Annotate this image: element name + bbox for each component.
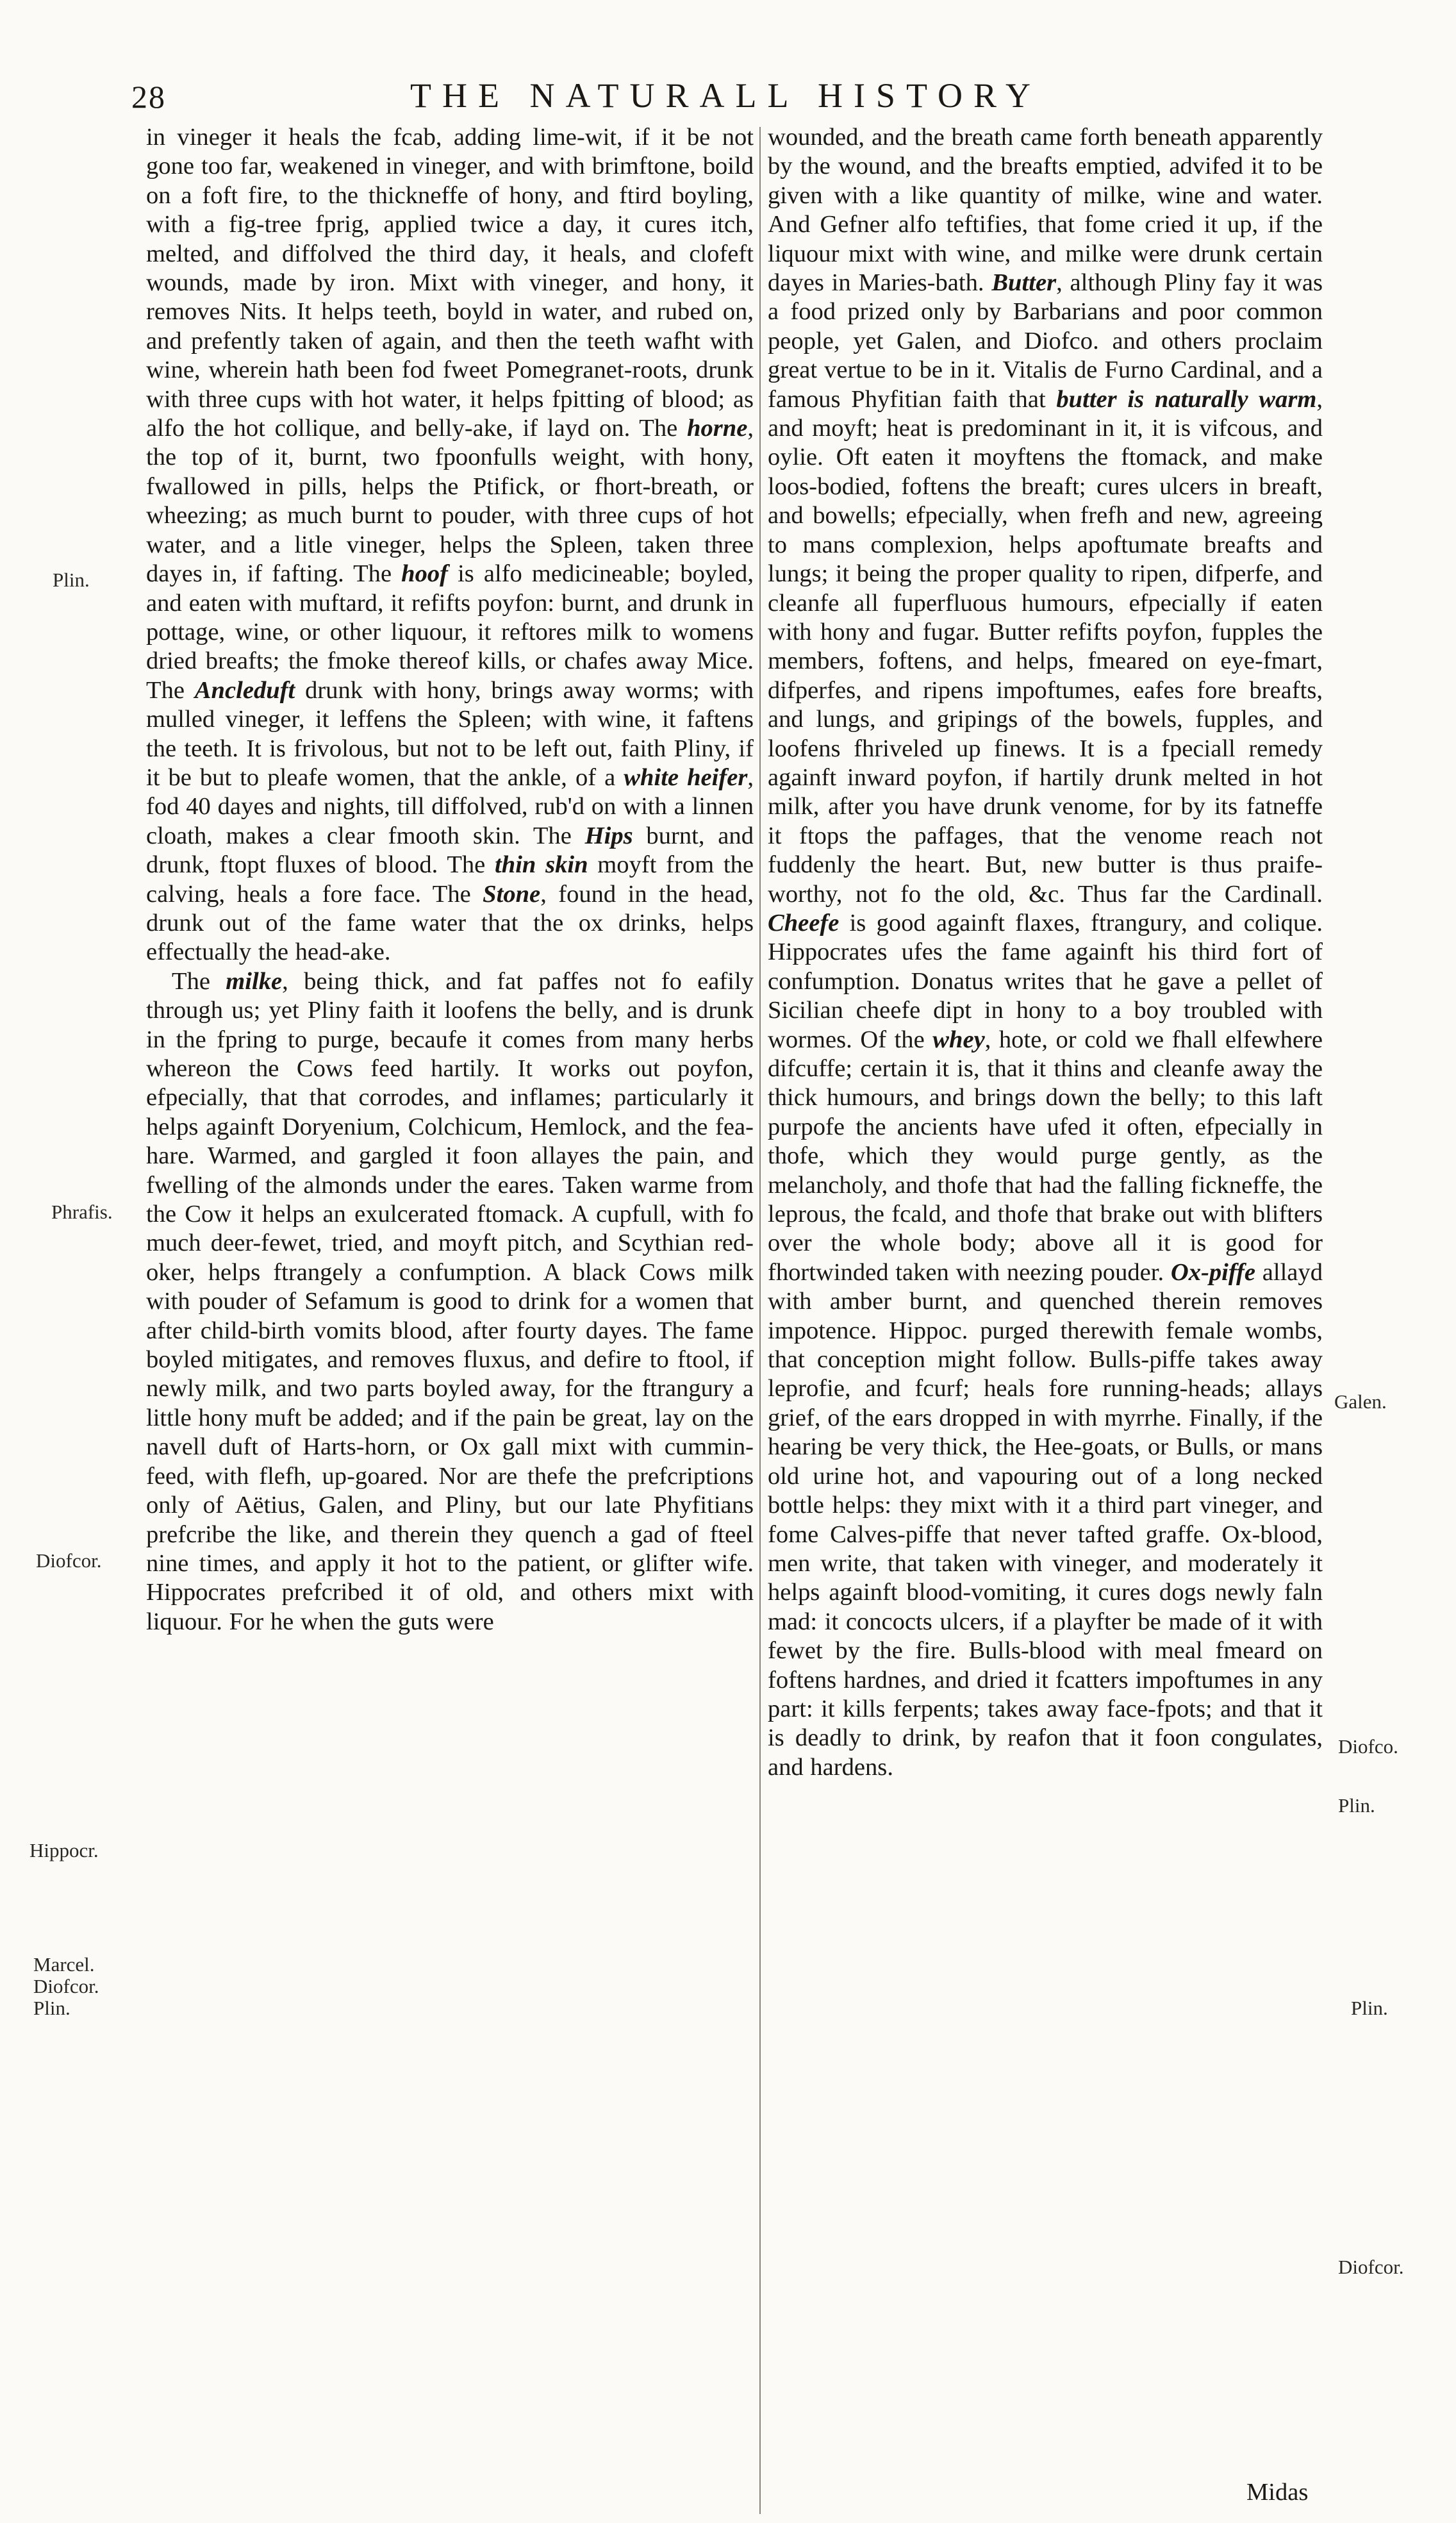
margin-note: Diofcor.	[36, 1549, 102, 1572]
margin-note: Diofco.	[1338, 1735, 1398, 1758]
paragraph: The milke, being thick, and fat paffes not fo eafily through us; yet Pliny faith it loofens the belly, and is drunk in the fpring to purge, becaufe it comes from many herbs whereon the Cows feed hartily. It works out poyfon, efpecially, that that corrodes, and inflames; particularly it helps againft Doryenium, Colchicum, Hemlock, and the fea-hare. Warmed, and gargled it foon allayes the pain, and fwelling of the almonds under the eares. Taken warme from the Cow it helps an exulcerated ftomack. A cupfull, with fo much deer-fewet, tried, and moyft pitch, and Scythian red-oker, helps ftrangely a confumption. A black Cows milk with pouder of Sefamum is good to drink for a women that after child-birth vomits blood, after fourty dayes. The fame boyled mitigates, and removes fluxus, and defire to ftool, if newly milk, and two parts boyled away, for the ftrangury a little hony muft be added; and if the pain be great, lay on the navell duft of Harts-horn, or Ox gall mixt with cummin-feed, with flefh, up-goared. Nor are thefe the prefcriptions only of Aëtius, Galen, and Pliny, but our late Phyfitians prefcribe the like, and therein they quench a gad of fteel nine times, and apply it hot to the patient, or glifter wife. Hippocrates prefcribed it of old, and others mixt with liquour. For he when the guts were	[146, 967, 754, 1635]
paragraph: wounded, and the breath came forth beneath apparently by the wound, and the breafts emptied, advifed it to be given with a like quantity of milke, wine and water. And Gefner alfo teftifies, that fome cried it up, if the liquour mixt with wine, and milke were drunk certain dayes in Maries-bath. Butter, although Pliny fay it was a food prized only by Barbarians and poor common people, yet Galen, and Diofco. and others proclaim great vertue to be in it. Vitalis de Furno Cardinal, and a famous Phyfitian faith that butter is naturally warm, and moyft; heat is predominant in it, it is vifcous, and oylie. Oft eaten it moyftens the ftomack, and make loos-bodied, foftens the breaft; cures ulcers in breaft, and bowells; efpecially, when frefh and new, agreeing to mans complexion, helps apoftumate breafts and lungs; it being the proper quality to ripen, difperfe, and cleanfe all fuperfluous humours, efpecially if eaten with hony and fugar. Butter refifts poyfon, fupples the members, foftens, and helps, fmeared on eye-fmart, difperfes, and ripens impoftumes, eafes fore breafts, and lungs, and gripings of the bowels, fupples, and loofens fhriveled up finews. It is a fpeciall remedy againft inward poyfon, if hartily drunk melted in hot milk, after you have drunk venome, for by its fatneffe it ftops the paffages, that the venome reach not fuddenly the heart. But, new butter is thus praife-worthy, not fo the old, &c. Thus far the Cardinall. Cheefe is good againft flaxes, ftrangury, and colique. Hippocrates ufes the fame againft his third fort of confumption. Donatus writes that he gave a pellet of Sicilian cheefe dipt in hony to a boy troubled with wormes. Of the whey, hote, or cold we fhall elfewhere difcuffe; certain it is, that it thins and cleanfe away the thick humours, and brings down the belly; to this laft purpofe the ancients have ufed it often, efpecially in thofe, which they would purge gently, as the melancholy, and thofe that had the falling fickneffe, the leprous, the fcald, and thofe that brake out with blifters over the whole body; above all it is good for fhortwinded taken with neezing pouder. Ox-piffe allayd with amber burnt, and quenched therein removes impotence. Hippoc. purged therewith female wombs, that conception might follow. Bulls-piffe takes away leprofie, and fcurf; heals fore running-heads; allays grief, of the ears dropped in with myrrhe. Finally, if the hearing be very thick, the Hee-goats, or Bulls, or mans old urine hot, and vapouring out of a long necked bottle helps: they mixt with it a third part vineger, and fome Calves-piffe that never tafted graffe. Ox-blood, men write, that taken with vineger, and moderately it helps againft blood-vomiting, it cures dogs newly faln mad: it concocts ulcers, if a playfter be made of it with fewet by the fire. Bulls-blood with meal fmeard on foftens hardnes, and dried it fcatters impoftumes in any part: it kills ferpents; takes away face-fpots; and that it is deadly to drink, by reafon that it foon congulates, and hardens.	[768, 124, 1323, 1781]
margin-note: Hippocr.	[29, 1839, 99, 1861]
margin-note: Phrafis.	[51, 1201, 113, 1223]
right-column	[768, 123, 1323, 1782]
margin-note: Plin.	[53, 569, 90, 591]
paragraph: in vineger it heals the fcab, adding lime-wit, if it be not gone too far, weakened in vineger, and with brimftone, boild on a foft fire, to the thickneffe of hony, and ftird boyling, with a fig-tree fprig, applied twice a day, it cures itch, melted, and diffolved the third day, it heals, and clofeft wounds, made by iron. Mixt with vineger, and hony, it removes Nits. It helps teeth, boyld in water, and rubed on, and prefently taken of again, and then the teeth wafht with wine, wherein hath been fod fweet Pomegranet-roots, drunk with three cups with hot water, it helps fpitting of blood; as alfo the hot collique, and belly-ake, if layd on. The horne, the top of it, burnt, two fpoonfulls weight, with hony, fwallowed in pills, helps the Ptifick, or fhort-breath, or wheezing; as much burnt to pouder, with three cups of hot water, and a litle vineger, helps the Spleen, taken three dayes in, if fafting. The hoof is alfo medicineable; boyled, and eaten with muftard, it refifts poyfon: burnt, and drunk in pottage, wine, or other liquour, it reftores milk to womens dried breafts; the fmoke thereof kills, or chafes away Mice. The Ancleduft drunk with hony, brings away worms; with mulled vineger, it leffens the Spleen; with wine, it faftens the teeth. It is frivolous, but not to be left out, faith Pliny, if it be but to pleafe women, that the ankle, of a white heifer, fod 40 dayes and nights, till diffolved, rub'd on with a linnen cloath, makes a clear fmooth skin. The Hips burnt, and drunk, ftopt fluxes of blood. The thin skin moyft from the calving, heals a fore face. The Stone, found in the head, drunk out of the fame water that the ox drinks, helps effectually the head-ake.	[146, 124, 754, 966]
left-column	[146, 123, 754, 1636]
column-divider	[759, 127, 761, 2514]
margin-note: Galen.	[1334, 1390, 1387, 1413]
margin-note: Diofcor.	[1338, 2256, 1404, 2278]
page-number: 28	[131, 79, 166, 115]
catchword: Midas	[1246, 2479, 1309, 2506]
margin-note: Plin.	[1338, 1794, 1375, 1817]
page-header	[0, 76, 1456, 121]
margin-note: Marcel. Diofcor. Plin.	[33, 1953, 99, 2019]
running-title: THE NATURALL HISTORY	[410, 76, 1041, 115]
margin-note: Plin.	[1351, 1997, 1388, 2019]
